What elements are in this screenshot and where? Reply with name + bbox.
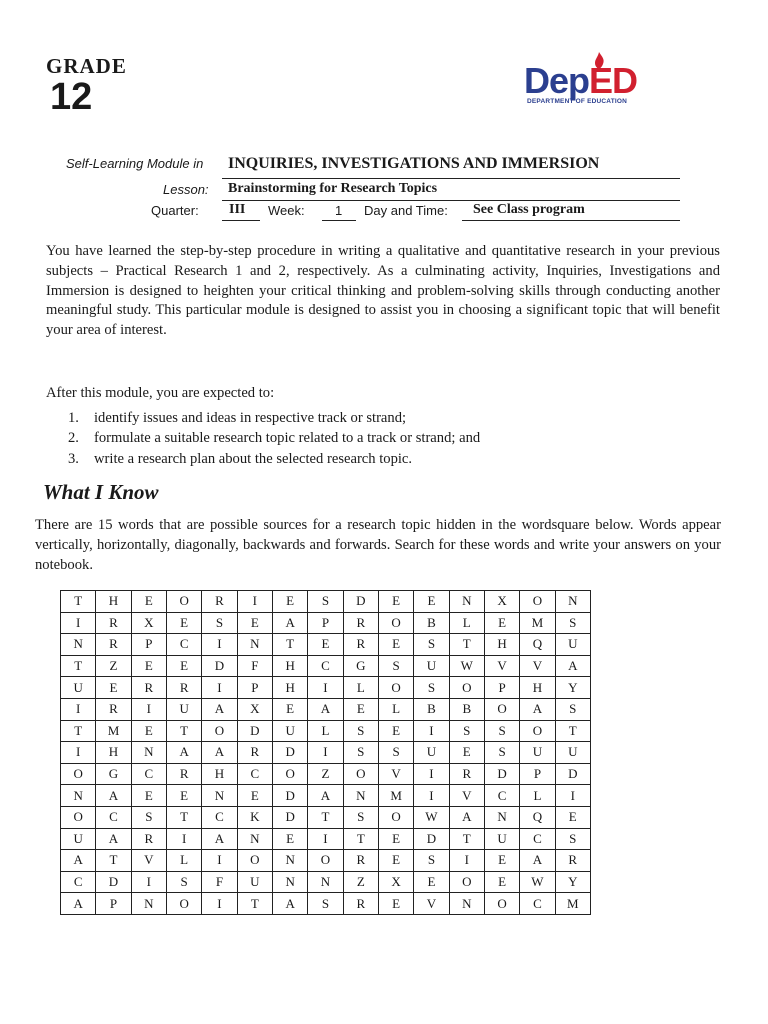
wordsquare-cell: E [272, 591, 307, 613]
wordsquare-cell: E [484, 850, 519, 872]
wordsquare-cell: I [61, 612, 96, 634]
wordsquare-cell: U [555, 742, 590, 764]
wordsquare-row [61, 677, 591, 699]
wordsquare-cell: I [237, 591, 272, 613]
module-underline [222, 178, 680, 179]
wordsquare-row [61, 806, 591, 828]
wordsquare-cell: M [378, 785, 413, 807]
wordsquare-cell: E [414, 591, 449, 613]
wordsquare-cell: D [202, 655, 237, 677]
wordsquare-cell: N [131, 742, 166, 764]
wordsquare-cell: R [166, 677, 201, 699]
section-title: What I Know [43, 480, 159, 504]
wordsquare-cell: I [131, 871, 166, 893]
wordsquare-cell: U [237, 871, 272, 893]
grade-label: GRADE [46, 54, 127, 78]
wordsquare-cell: C [202, 806, 237, 828]
wordsquare-cell: T [272, 634, 307, 656]
wordsquare-cell: U [414, 742, 449, 764]
wordsquare-cell: S [484, 742, 519, 764]
wordsquare-cell: L [520, 785, 555, 807]
wordsquare-cell: C [61, 871, 96, 893]
week-value: 1 [335, 203, 343, 218]
wordsquare-cell: O [308, 850, 343, 872]
wordsquare-row [61, 871, 591, 893]
wordsquare-cell: K [237, 806, 272, 828]
wordsquare-cell: A [520, 698, 555, 720]
objective-item [68, 451, 412, 468]
wordsquare-cell: T [61, 655, 96, 677]
wordsquare-cell: Z [343, 871, 378, 893]
logo-subtitle: DEPARTMENT OF EDUCATION [527, 98, 628, 105]
wordsquare-cell: O [343, 763, 378, 785]
wordsquare-cell: B [449, 698, 484, 720]
wordsquare-cell: L [166, 850, 201, 872]
wordsquare-cell: S [555, 828, 590, 850]
wordsquare-cell: O [61, 763, 96, 785]
wordsquare-cell: E [272, 698, 307, 720]
wordsquare-cell: S [378, 742, 413, 764]
wordsquare-cell: E [484, 871, 519, 893]
wordsquare-cell: H [202, 763, 237, 785]
wordsquare-cell: E [378, 634, 413, 656]
wordsquare-cell: U [61, 828, 96, 850]
wordsquare-grid [60, 590, 591, 915]
wordsquare-cell: N [237, 634, 272, 656]
wordsquare-cell: E [237, 612, 272, 634]
wordsquare-cell: T [449, 828, 484, 850]
wordsquare-cell: O [166, 591, 201, 613]
wordsquare-cell: I [202, 893, 237, 915]
wordsquare-cell: I [555, 785, 590, 807]
wordsquare-cell: Y [555, 871, 590, 893]
week-underline [322, 220, 356, 221]
wordsquare-cell: D [343, 591, 378, 613]
wordsquare-cell: D [555, 763, 590, 785]
deped-logo [524, 60, 648, 110]
wordsquare-cell: H [484, 634, 519, 656]
wordsquare-cell: O [484, 698, 519, 720]
wordsquare-cell: I [308, 677, 343, 699]
wordsquare-cell: H [96, 591, 131, 613]
wordsquare-cell: I [414, 763, 449, 785]
wordsquare-cell: S [555, 698, 590, 720]
wordsquare-cell: H [272, 655, 307, 677]
wordsquare-cell: T [237, 893, 272, 915]
wordsquare-cell: N [61, 634, 96, 656]
wordsquare-cell: N [202, 785, 237, 807]
wordsquare-cell: O [484, 893, 519, 915]
wordsquare-cell: N [449, 591, 484, 613]
wordsquare-cell: O [449, 871, 484, 893]
lesson-key: Lesson: [163, 182, 209, 197]
wordsquare-cell: C [237, 763, 272, 785]
wordsquare-cell: F [202, 871, 237, 893]
wordsquare-cell: E [484, 612, 519, 634]
objective-item [68, 430, 480, 447]
wordsquare-cell: C [96, 806, 131, 828]
lesson-underline [222, 200, 680, 201]
daytime-underline [462, 220, 680, 221]
wordsquare-cell: R [343, 850, 378, 872]
wordsquare-cell: H [520, 677, 555, 699]
wordsquare-cell: A [308, 698, 343, 720]
wordsquare-cell: A [96, 828, 131, 850]
wordsquare-cell: P [520, 763, 555, 785]
wordsquare-cell: N [272, 850, 307, 872]
wordsquare-cell: E [378, 720, 413, 742]
wordsquare-cell: N [237, 828, 272, 850]
wordsquare-cell: E [166, 785, 201, 807]
wordsquare-cell: O [520, 591, 555, 613]
wordsquare-cell: E [131, 655, 166, 677]
wordsquare-cell: W [520, 871, 555, 893]
wordsquare-cell: E [414, 871, 449, 893]
wordsquare-row [61, 612, 591, 634]
wordsquare-cell: S [414, 634, 449, 656]
wordsquare-cell: E [166, 655, 201, 677]
wordsquare-cell: A [308, 785, 343, 807]
wordsquare-cell: U [555, 634, 590, 656]
daytime-value: See Class program [473, 202, 585, 217]
wordsquare-cell: E [166, 612, 201, 634]
wordsquare-cell: C [308, 655, 343, 677]
wordsquare-row [61, 655, 591, 677]
wordsquare-cell: R [555, 850, 590, 872]
wordsquare-cell: E [96, 677, 131, 699]
wordsquare-cell: I [202, 850, 237, 872]
wordsquare-cell: E [343, 698, 378, 720]
wordsquare-cell: T [61, 720, 96, 742]
wordsquare-cell: P [308, 612, 343, 634]
wordsquare-cell: O [378, 612, 413, 634]
wordsquare-cell: S [166, 871, 201, 893]
wordsquare-cell: R [202, 591, 237, 613]
wordsquare-cell: X [378, 871, 413, 893]
wordsquare-cell: A [272, 612, 307, 634]
wordsquare-cell: E [237, 785, 272, 807]
wordsquare-cell: R [131, 828, 166, 850]
logo-ed: ED [589, 60, 638, 101]
wordsquare-cell: I [61, 742, 96, 764]
wordsquare-cell: N [131, 893, 166, 915]
wordsquare-cell: V [131, 850, 166, 872]
wordsquare-cell: R [96, 698, 131, 720]
wordsquare-cell: F [237, 655, 272, 677]
wordsquare-cell: O [449, 677, 484, 699]
wordsquare-cell: P [96, 893, 131, 915]
wordsquare-cell: S [484, 720, 519, 742]
wordsquare-cell: R [343, 893, 378, 915]
wordsquare-cell: N [308, 871, 343, 893]
wordsquare-cell: B [414, 698, 449, 720]
wordsquare-cell: E [131, 591, 166, 613]
wordsquare-cell: E [131, 720, 166, 742]
wordsquare-cell: C [520, 893, 555, 915]
wordsquare-cell: E [378, 893, 413, 915]
lesson-value: Brainstorming for Research Topics [228, 181, 438, 196]
wordsquare-cell: E [449, 742, 484, 764]
wordsquare-cell: I [449, 850, 484, 872]
wordsquare-cell: R [96, 634, 131, 656]
wordsquare-cell: N [61, 785, 96, 807]
wordsquare-cell: D [272, 806, 307, 828]
wordsquare-cell: U [520, 742, 555, 764]
wordsquare-cell: A [96, 785, 131, 807]
wordsquare-cell: S [555, 612, 590, 634]
wordsquare-cell: S [414, 677, 449, 699]
wordsquare-cell: R [166, 763, 201, 785]
wordsquare-cell: N [343, 785, 378, 807]
wordsquare-cell: A [449, 806, 484, 828]
wordsquare-row [61, 720, 591, 742]
wordsquare-cell: P [131, 634, 166, 656]
objective-text: formulate a suitable research topic related to a track or strand; and [94, 430, 481, 446]
wordsquare-cell: U [272, 720, 307, 742]
wordsquare-cell: G [96, 763, 131, 785]
wordsquare-cell: R [237, 742, 272, 764]
wordsquare-cell: R [343, 612, 378, 634]
wordsquare-row [61, 850, 591, 872]
wordsquare-cell: S [449, 720, 484, 742]
wordsquare-cell: N [272, 871, 307, 893]
wordsquare-cell: S [414, 850, 449, 872]
wordsquare-cell: M [96, 720, 131, 742]
wordsquare-cell: Z [308, 763, 343, 785]
wordsquare-cell: M [555, 893, 590, 915]
wordsquare-cell: S [308, 591, 343, 613]
wordsquare-row [61, 893, 591, 915]
wordsquare-cell: W [449, 655, 484, 677]
grade-number: 12 [50, 76, 93, 118]
instruction-paragraph: There are 15 words that are possible sources for a research topic hidden in the wordsquare below. Words appear vertically, horizontally, diagonally, backwards and forwards. Search for these words and write your answers on your notebook. [35, 517, 721, 573]
quarter-underline [222, 220, 260, 221]
wordsquare-cell: W [414, 806, 449, 828]
wordsquare-cell: V [414, 893, 449, 915]
wordsquare-cell: S [202, 612, 237, 634]
wordsquare-row [61, 591, 591, 613]
wordsquare-cell: E [131, 785, 166, 807]
wordsquare-cell: A [272, 893, 307, 915]
quarter-key: Quarter: [151, 203, 199, 218]
wordsquare-cell: L [343, 677, 378, 699]
wordsquare-cell: T [343, 828, 378, 850]
wordsquare-cell: T [166, 720, 201, 742]
wordsquare-cell: I [131, 698, 166, 720]
wordsquare-cell: I [414, 785, 449, 807]
wordsquare-cell: I [414, 720, 449, 742]
wordsquare-cell: D [96, 871, 131, 893]
wordsquare-cell: O [166, 893, 201, 915]
wordsquare-cell: E [378, 828, 413, 850]
wordsquare-cell: I [202, 677, 237, 699]
week-key: Week: [268, 203, 305, 218]
wordsquare-cell: R [343, 634, 378, 656]
wordsquare-cell: E [378, 850, 413, 872]
wordsquare-cell: M [520, 612, 555, 634]
objective-number: 2. [68, 430, 79, 446]
daytime-key: Day and Time: [364, 203, 448, 218]
wordsquare-cell: T [308, 806, 343, 828]
wordsquare-cell: T [449, 634, 484, 656]
wordsquare-cell: D [484, 763, 519, 785]
objective-number: 3. [68, 451, 79, 467]
wordsquare-cell: E [378, 591, 413, 613]
wordsquare-cell: N [484, 806, 519, 828]
wordsquare-cell: X [131, 612, 166, 634]
wordsquare-cell: Q [520, 634, 555, 656]
objective-text: identify issues and ideas in respective track or strand; [94, 410, 407, 426]
wordsquare-cell: O [202, 720, 237, 742]
wordsquare-cell: C [131, 763, 166, 785]
wordsquare-cell: I [61, 698, 96, 720]
wordsquare-cell: R [449, 763, 484, 785]
wordsquare-cell: U [61, 677, 96, 699]
wordsquare-row [61, 698, 591, 720]
wordsquare-cell: X [237, 698, 272, 720]
wordsquare-cell: S [343, 742, 378, 764]
wordsquare-cell: N [555, 591, 590, 613]
objective-item [68, 410, 406, 427]
wordsquare-cell: T [166, 806, 201, 828]
wordsquare-cell: Z [96, 655, 131, 677]
logo-dep: Dep [524, 60, 590, 101]
wordsquare-cell: V [484, 655, 519, 677]
wordsquare-cell: P [237, 677, 272, 699]
wordsquare-cell: T [61, 591, 96, 613]
wordsquare-cell: H [272, 677, 307, 699]
wordsquare-cell: D [272, 742, 307, 764]
wordsquare-cell: E [555, 806, 590, 828]
wordsquare-cell: V [378, 763, 413, 785]
wordsquare-cell: U [484, 828, 519, 850]
wordsquare-cell: V [449, 785, 484, 807]
wordsquare-cell: V [520, 655, 555, 677]
wordsquare-cell: N [449, 893, 484, 915]
wordsquare-cell: E [272, 828, 307, 850]
wordsquare-cell: A [520, 850, 555, 872]
wordsquare-cell: P [484, 677, 519, 699]
wordsquare-cell: C [166, 634, 201, 656]
wordsquare-cell: S [343, 806, 378, 828]
wordsquare-cell: C [484, 785, 519, 807]
module-key: Self-Learning Module in [66, 156, 204, 171]
wordsquare-cell: T [96, 850, 131, 872]
wordsquare-cell: L [449, 612, 484, 634]
wordsquare-cell: I [202, 634, 237, 656]
intro-paragraph: You have learned the step-by-step procedure in writing a qualitative and quantitative research in your previous subjects – Practical Research 1 and 2, respectively. As a culminating activity, Inquiries, Investigations and Immersion is designed to heighten your critical thinking and problem-solving skills through conducting another meaningful study. This particular module is designed to assist you in choosing a significant topic that will benefit your area of interest. [46, 243, 720, 339]
wordsquare-cell: H [96, 742, 131, 764]
wordsquare-cell: C [520, 828, 555, 850]
wordsquare-cell: A [202, 698, 237, 720]
wordsquare-cell: R [131, 677, 166, 699]
wordsquare-cell: B [414, 612, 449, 634]
wordsquare-cell: O [272, 763, 307, 785]
wordsquare-cell: O [61, 806, 96, 828]
wordsquare-cell: A [61, 893, 96, 915]
wordsquare-row [61, 634, 591, 656]
wordsquare-cell: G [343, 655, 378, 677]
wordsquare-row [61, 763, 591, 785]
wordsquare-cell: L [308, 720, 343, 742]
wordsquare-cell: O [520, 720, 555, 742]
wordsquare-cell: O [237, 850, 272, 872]
wordsquare-cell: U [414, 655, 449, 677]
objective-number: 1. [68, 410, 79, 426]
wordsquare-cell: S [343, 720, 378, 742]
wordsquare-row [61, 785, 591, 807]
wordsquare-cell: Q [520, 806, 555, 828]
wordsquare-cell: D [272, 785, 307, 807]
quarter-value: III [229, 202, 246, 217]
wordsquare-cell: O [378, 806, 413, 828]
wordsquare-cell: X [484, 591, 519, 613]
wordsquare-cell: R [96, 612, 131, 634]
wordsquare-row [61, 742, 591, 764]
wordsquare-cell: U [166, 698, 201, 720]
module-value: INQUIRIES, INVESTIGATIONS AND IMMERSION [228, 155, 600, 172]
wordsquare-cell: A [202, 828, 237, 850]
wordsquare-cell: I [166, 828, 201, 850]
wordsquare-cell: T [555, 720, 590, 742]
wordsquare-cell: A [202, 742, 237, 764]
wordsquare-cell: I [308, 742, 343, 764]
wordsquare-cell: I [308, 828, 343, 850]
wordsquare-cell: S [131, 806, 166, 828]
wordsquare-cell: D [414, 828, 449, 850]
wordsquare-cell: A [61, 850, 96, 872]
wordsquare-cell: O [378, 677, 413, 699]
wordsquare-cell: E [308, 634, 343, 656]
expectation-text: After this module, you are expected to: [46, 385, 275, 401]
wordsquare-cell: A [166, 742, 201, 764]
wordsquare-cell: A [555, 655, 590, 677]
wordsquare-cell: S [378, 655, 413, 677]
wordsquare-row [61, 828, 591, 850]
wordsquare-cell: Y [555, 677, 590, 699]
wordsquare-cell: D [237, 720, 272, 742]
objective-text: write a research plan about the selected research topic. [94, 451, 413, 467]
wordsquare-cell: L [378, 698, 413, 720]
wordsquare-cell: S [308, 893, 343, 915]
